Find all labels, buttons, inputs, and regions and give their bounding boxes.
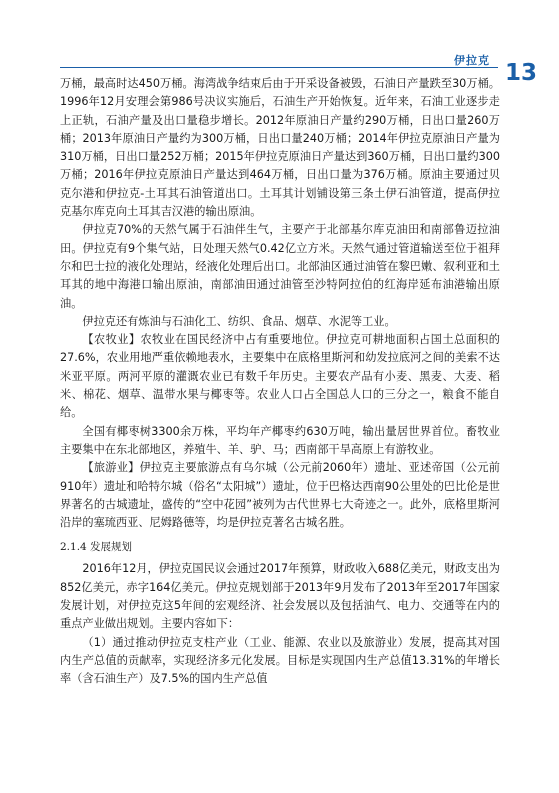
running-header-country: 伊拉克 [454,54,490,67]
page-body [60,75,500,689]
header-divider [60,67,498,68]
page-number: 13 [505,60,538,86]
paragraph-agriculture: 【农牧业】农牧业在国民经济中占有重要地位。伊拉克可耕地面积占国土总面积的27.6%，农业用地严重依赖地表水，主要集中在底格里斯河和幼发拉底河之间的美索不达米亚平原。两河平原的灌溉农业已有数千年历史。主要农产品有小麦、黑麦、大麦、稻米、棉花、烟草、温带水果与椰枣等。农业人口占全国总人口的三分之一，粮食不能自给。 [60,333,500,420]
paragraph-natural-gas: 伊拉克70%的天然气属于石油伴生气，主要产于北部基尔库克油田和南部鲁迈拉油田。伊拉克有9个集气站，日处理天然气0.42亿立方米。天然气通过管道输送至位于祖拜尔和巴士拉的液化处理站，经液化处理后出口。北部油区通过油管在黎巴嫩、叙利亚和土耳其的地中海港口输出原油，南部油田通过油管至沙特阿拉伯的红海岸延布油港输出原油。 [60,223,500,310]
paragraph-tourism: 【旅游业】伊拉克主要旅游点有乌尔城（公元前2060年）遗址、亚述帝国（公元前910年）遗址和哈特尔城（俗名“太阳城”）遗址，位于巴格达西南90公里处的巴比伦是世界著名的古城遗址，盛传的“空中花园”被列为古代世界七大奇迹之一。此外，底格里斯河沿岸的塞琉西亚、尼姆路德等，均是伊拉克著名古城名胜。 [60,461,500,530]
section-heading-development-plan: 2.1.4 发展规划 [60,541,133,554]
paragraph-date-palm: 全国有椰枣树3300余万株，平均年产椰枣约630万吨，输出量居世界首位。畜牧业主要集中在东北部地区，养殖牛、羊、驴、马；西南部干旱高原上有游牧业。 [60,424,500,456]
paragraph-plan-item-1: （1）通过推动伊拉克支柱产业（工业、能源、农业以及旅游业）发展，提高其对国内生产总值的贡献率，实现经济多元化发展。目标是实现国内生产总值13.31%的年增长率（含石油生产）及7.5%的国内生产总值 [60,635,500,686]
paragraph-other-industries: 伊拉克还有炼油与石油化工、纺织、食品、烟草、水泥等工业。 [82,314,396,328]
paragraph-budget: 2016年12月，伊拉克国民议会通过2017年预算，财政收入688亿美元，财政支出为852亿美元，赤字164亿美元。伊拉克规划部于2013年9月发布了2013年至2017年国家发展计划，对伊拉克这5年间的宏观经济、社会发展以及包括油气、电力、交通等在内的重点产业做出规划。主要内容如下： [60,562,500,631]
paragraph-oil-production: 万桶，最高时达450万桶。海湾战争结束后由于开采设备被毁，石油日产量跌至30万桶。1996年12月安理会第986号决议实施后，石油生产开始恢复。近年来，石油工业逐步走上正轨，石油产量及出口量稳步增长。2012年原油日产量约290万桶，日出口量260万桶；2013年原油日产量约为300万桶，日出口量240万桶；2014年伊拉克原油日产量为310万桶，日出口量252万桶；2015年伊拉克原油日产量达到360万桶，日出口量约300万桶；2016年伊拉克原油日产量达到464万桶，日出口量为376万桶。原油主要通过贝克尔港和伊拉克-土耳其石油管道出口。土耳其计划铺设第三条土伊石油管道，提高伊拉克基尔库克向土耳其吉汉港的输出原油。 [60,77,500,219]
